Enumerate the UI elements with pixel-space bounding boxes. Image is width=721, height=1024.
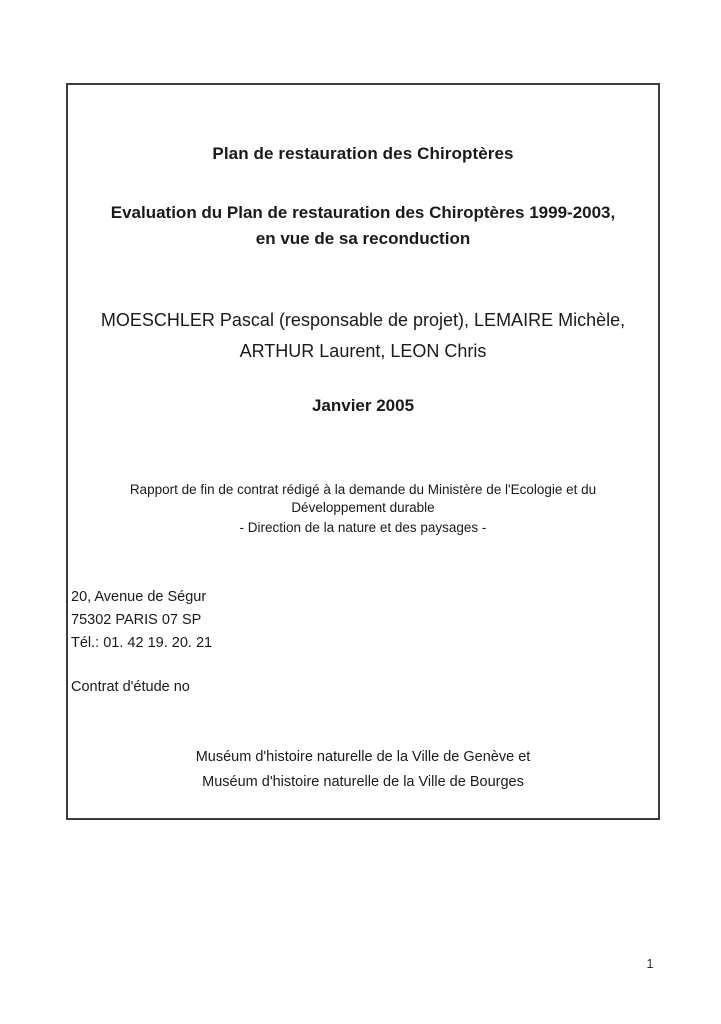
address-line-city: 75302 PARIS 07 SP	[71, 612, 202, 628]
direction-note: - Direction de la nature et des paysages -	[239, 520, 487, 535]
document-title: Plan de restauration des Chiroptères	[212, 144, 514, 163]
subtitle-line-2: en vue de sa reconduction	[255, 229, 471, 248]
commission-line-2: Développement durable	[291, 500, 435, 515]
report-date: Janvier 2005	[311, 396, 415, 415]
address-line-street: 20, Avenue de Ségur	[71, 589, 207, 605]
title-box	[66, 83, 660, 820]
commission-line-1: Rapport de fin de contrat rédigé à la demande du Ministère de l'Ecologie et du	[129, 482, 597, 497]
museum-line-geneve: Muséum d'histoire naturelle de la Ville de Genève et	[195, 749, 531, 765]
museums-block	[68, 745, 658, 795]
authors-line-1: MOESCHLER Pascal (responsable de projet), LEMAIRE Michèle,	[100, 310, 626, 330]
authors-block	[68, 305, 658, 367]
address-line-phone: Tél.: 01. 42 19. 20. 21	[71, 635, 213, 651]
commission-note	[68, 481, 658, 517]
authors-line-2: ARTHUR Laurent, LEON Chris	[239, 341, 487, 361]
museum-line-bourges: Muséum d'histoire naturelle de la Ville de Bourges	[202, 774, 524, 790]
page-number: 1	[646, 957, 654, 971]
contract-note: Contrat d'étude no	[71, 679, 190, 695]
document-subtitle	[68, 200, 658, 252]
address-block	[71, 586, 212, 655]
subtitle-line-1: Evaluation du Plan de restauration des Chiroptères 1999-2003,	[110, 203, 616, 222]
